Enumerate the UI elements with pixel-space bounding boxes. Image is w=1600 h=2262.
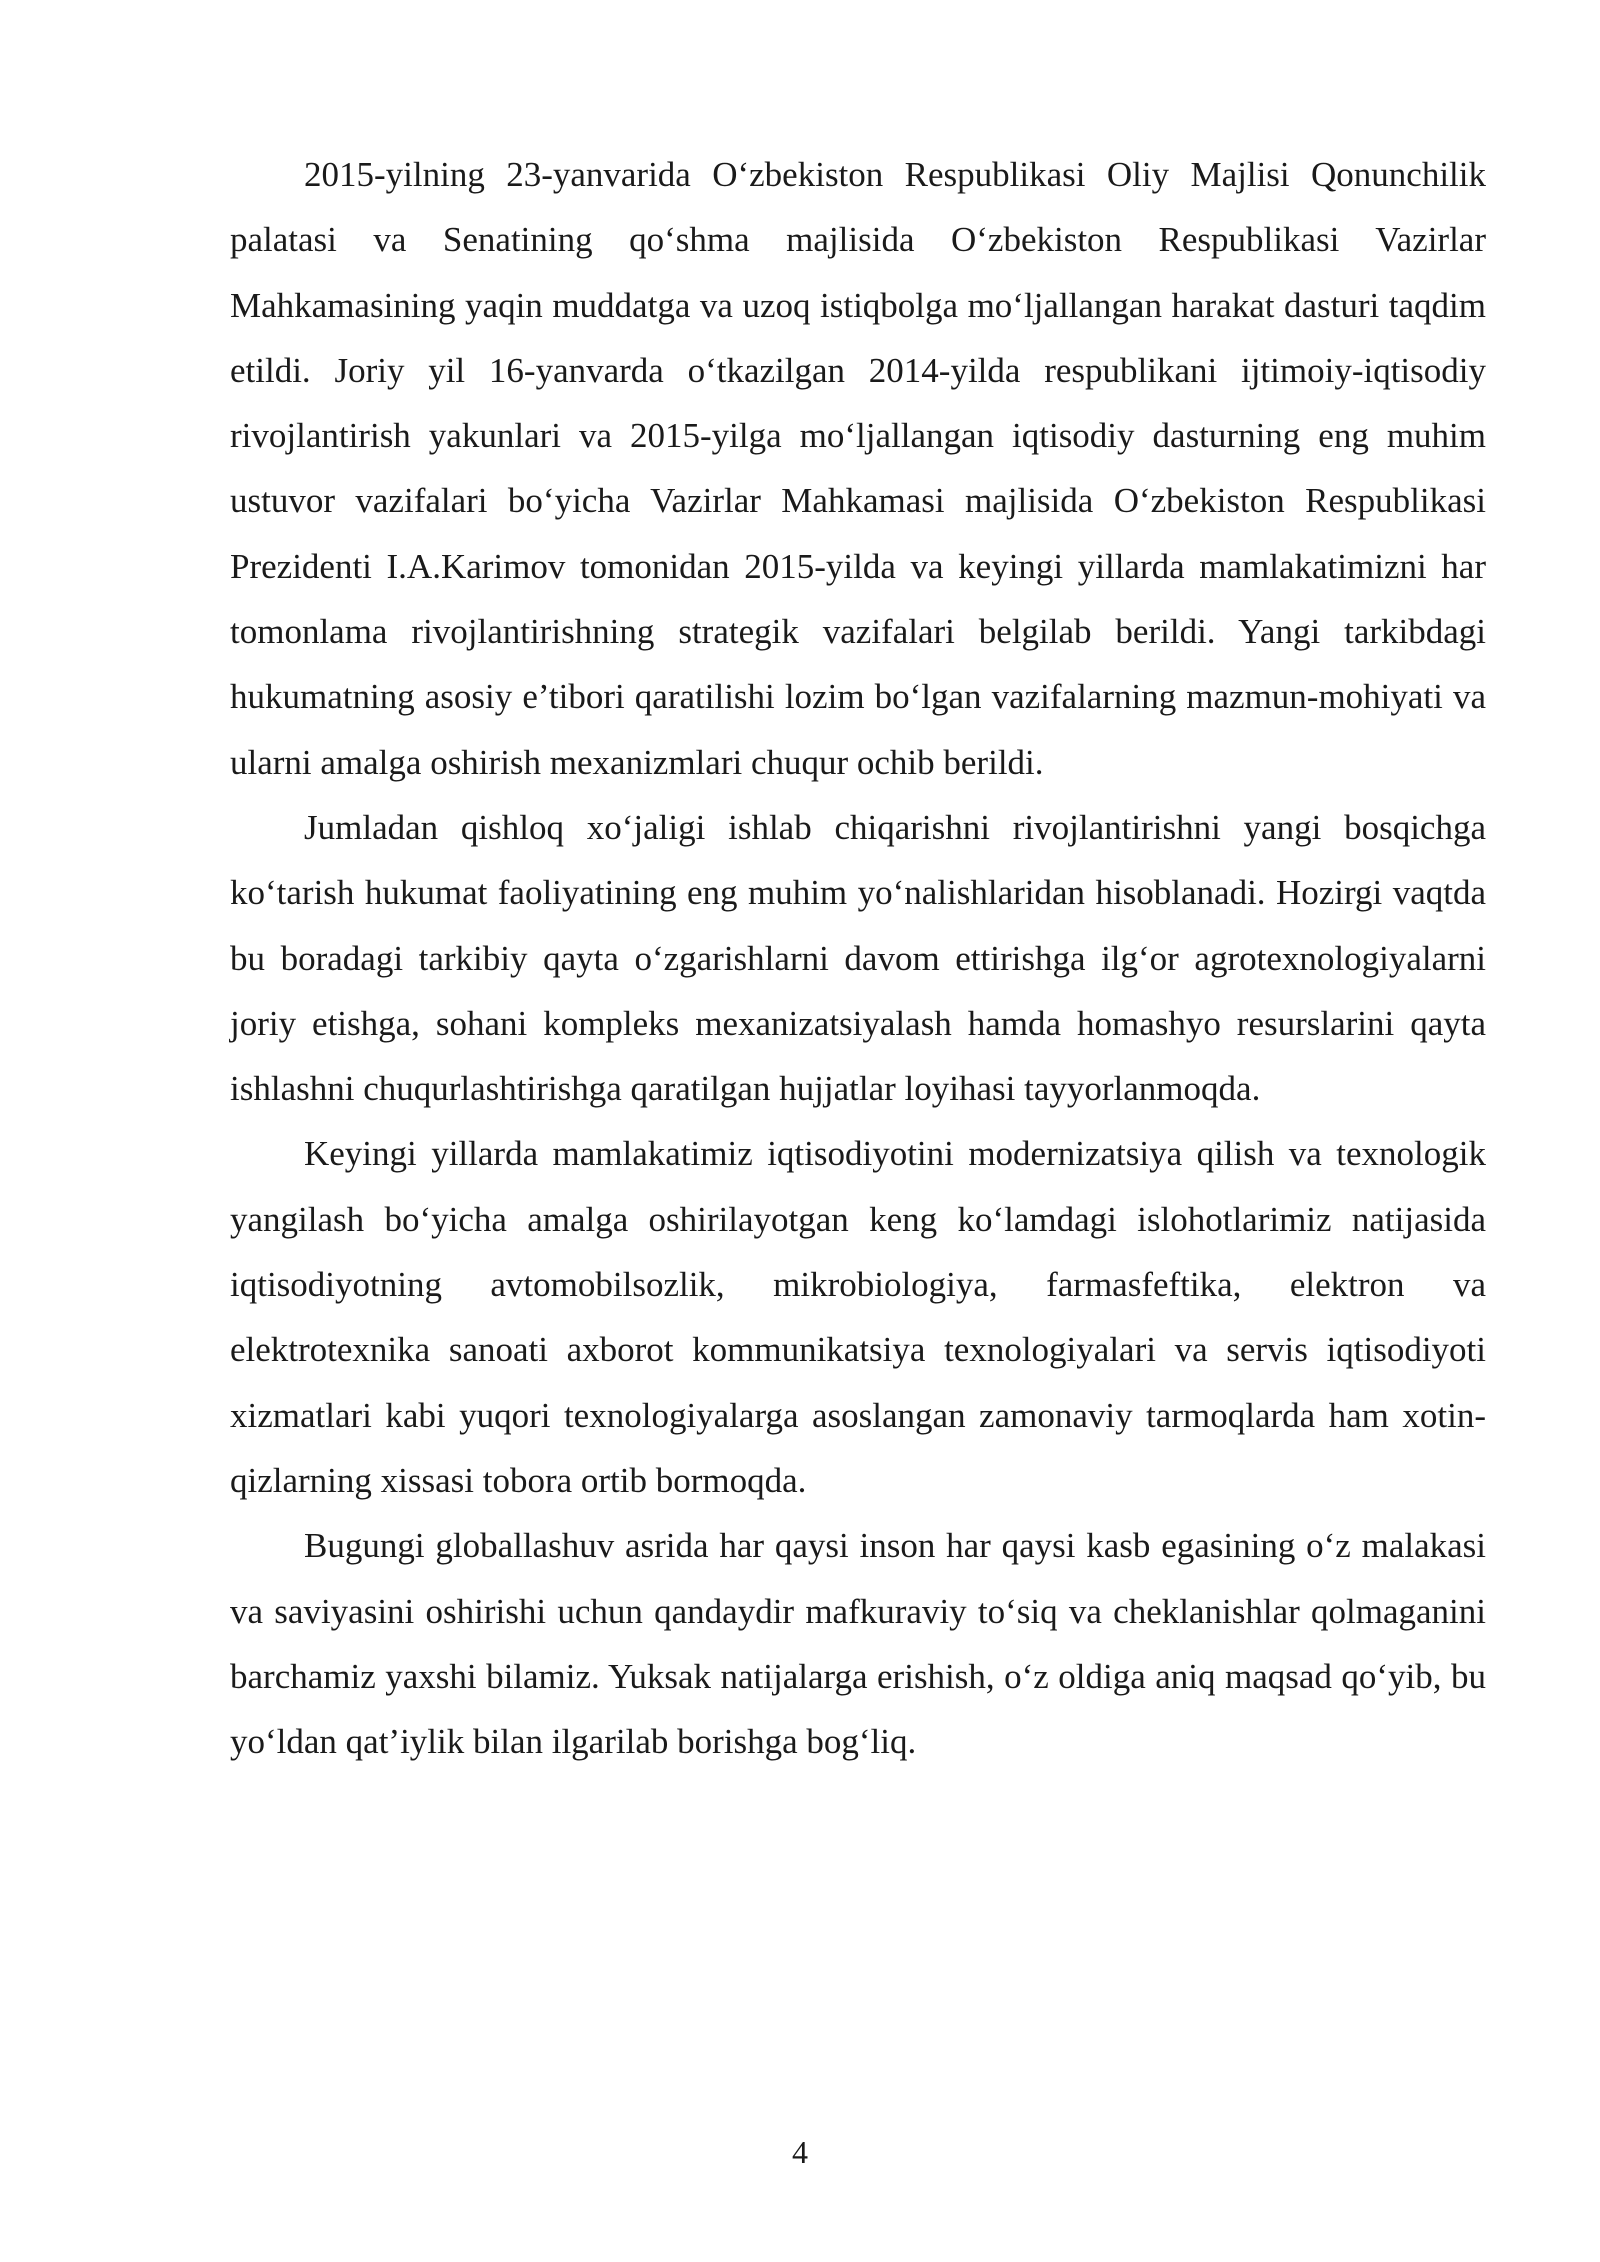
paragraph-action-program: 2015-yilning 23-yanvarida O‘zbekiston Respublikasi Oliy Majlisi Qonunchilik palatasi va Senatining qo‘shma majlisida O‘zbekiston Respublikasi Vazirlar Mahkamasining yaqin muddatga va uzoq istiqbolga mo‘ljallangan harakat dasturi taqdim etildi. Joriy yil 16-yanvarda o‘tkazilgan 2014-yilda respublikani ijtimoiy-iqtisodiy rivojlantirish yakunlari va 2015-yilga mo‘ljallangan iqtisodiy dasturning eng muhim ustuvor vazifalari bo‘yicha Vazirlar Mahkamasi majlisida O‘zbekiston Respublikasi Prezidenti I.A.Karimov tomonidan 2015-yilda va keyingi yillarda mamlakatimizni har tomonlama rivojlantirishning strategik vazifalari belgilab berildi. Yangi tarkibdagi hukumatning asosiy e’tibori qaratilishi lozim bo‘lgan vazifalarning mazmun-mohiyati va ularni amalga oshirish mexanizmlari chuqur ochib berildi.: [230, 155, 1486, 782]
page-number: 4: [792, 2134, 808, 2170]
body-text: [230, 142, 1486, 1774]
paragraph-agriculture: Jumladan qishloq xo‘jaligi ishlab chiqarishni rivojlantirishni yangi bosqichga ko‘tarish hukumat faoliyatining eng muhim yo‘nalishlaridan hisoblanadi. Hozirgi vaqtda bu boradagi tarkibiy qayta o‘zgarishlarni davom ettirishga ilg‘or agrotexnologiyalarni joriy etishga, sohani kompleks mexanizatsiyalash hamda homashyo resurslarini qayta ishlashni chuqurlashtirishga qaratilgan hujjatlar loyihasi tayyorlanmoqda.: [230, 807, 1486, 1109]
paragraph-globalization: Bugungi globallashuv asrida har qaysi inson har qaysi kasb egasining o‘z malakasi va saviyasini oshirishi uchun qandaydir mafkuraviy to‘siq va cheklanishlar qolmaganini barchamiz yaxshi bilamiz. Yuksak natijalarga erishish, o‘z oldiga aniq maqsad qo‘yib, bu yo‘ldan qat’iylik bilan ilgarilab borishga bog‘liq.: [230, 1526, 1486, 1762]
paragraph-modernization: Keyingi yillarda mamlakatimiz iqtisodiyotini modernizatsiya qilish va texnologik yangilash bo‘yicha amalga oshirilayotgan keng ko‘lamdagi islohotlarimiz natijasida iqtisodiyotning avtomobilsozlik, mikrobiologiya, farmasfeftika, elektron va elektrotexnika sanoati axborot kommunikatsiya texnologiyalari va servis iqtisodiyoti xizmatlari kabi yuqori texnologiyalarga asoslangan zamonaviy tarmoqlarda ham xotin-qizlarning xissasi tobora ortib bormoqda.: [230, 1134, 1486, 1500]
